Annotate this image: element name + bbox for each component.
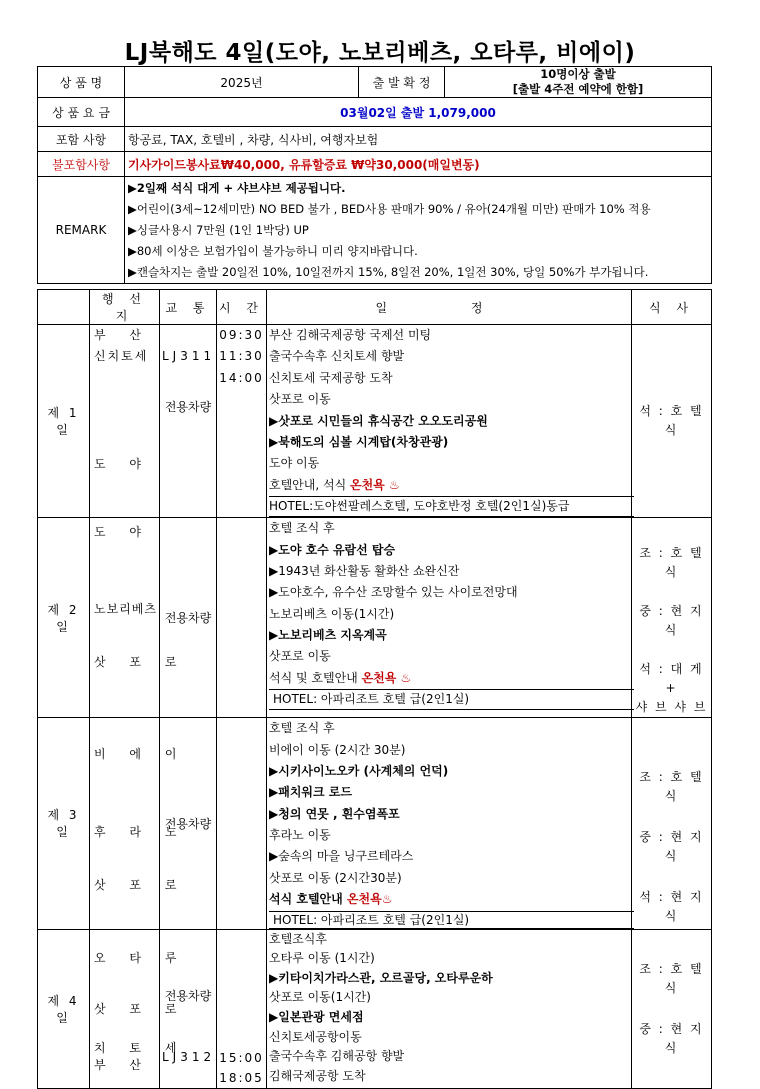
remark-line: ▶캔슬차지는 출발 20일전 10%, 10일전까지 15%, 8일전 20%, 1일전 30%, 당일 50%가 부가됩니다.: [128, 264, 649, 279]
itinerary-line: 호텔조식후: [269, 931, 327, 946]
itinerary-line: 석식 호텔안내 온천욕♨: [269, 892, 393, 907]
hotel-info: HOTEL:도야썬팔레스호텔, 도야호반정 호텔(2인1실)동급: [269, 496, 634, 517]
itinerary-line: ▶도야호수, 유수산 조망할수 있는 사이로전망대: [269, 585, 518, 600]
destination: 삿 포 로: [94, 1002, 187, 1017]
destination: 도 야: [94, 525, 151, 540]
meal: 샤 브 샤 브: [635, 700, 708, 715]
itinerary-line: 삿포로 이동: [269, 392, 331, 407]
itinerary-line: ▶도야 호수 유람선 탑승: [269, 542, 396, 557]
meal: 중 : 현 지 식: [639, 1021, 704, 1055]
meal: 조 : 호 텔 식: [639, 770, 704, 804]
product-info-table: [37, 66, 712, 284]
day-label: 제 4 일: [38, 929, 90, 1088]
include-value: 항공료, TAX, 호텔비 , 차량, 식사비, 여행자보험: [125, 127, 712, 152]
remark-line: ▶어린이(3세~12세미만) NO BED 불가 , BED사용 판매가 90% / 유아(24개월 미만) 판매가 10% 적용: [128, 201, 651, 216]
itinerary-line: ▶숲속의 마을 닝구르테라스: [269, 849, 414, 864]
header-transport: 교 통: [160, 290, 217, 325]
itinerary-line: ▶북해도의 심볼 시계탑(차창관광): [269, 434, 449, 449]
hotel-info: HOTEL: 아파리조트 호텔 급(2인1실): [269, 689, 634, 710]
remark-line: ▶싱글사용시 7만원 (1인 1박당) UP: [128, 222, 309, 237]
remark-line: ▶80세 이상은 보험가입이 불가능하니 미리 양지바랍니다.: [128, 243, 418, 258]
header-destination: 행 선 지: [90, 290, 160, 325]
time: 11:30: [219, 349, 264, 364]
product-name-value: 2025년: [125, 67, 359, 98]
itinerary-line: 출국수속후 김해공항 향발: [269, 1049, 405, 1064]
meal: 조 : 호 텔 식: [639, 961, 704, 995]
price-value: 03월02일 출발 1,079,000: [125, 98, 712, 127]
itinerary-line: 신치토세공항이동: [269, 1029, 362, 1044]
itinerary-line: 출국수속후 신치토세 향발: [269, 349, 405, 364]
time: 15:00: [219, 1050, 264, 1065]
meal: 중 : 현 지 식: [639, 830, 704, 864]
departure-confirm-label: 출 발 확 정: [359, 67, 445, 98]
itinerary-line: 신치토세 국제공항 도착: [269, 370, 393, 385]
time: 14:00: [219, 370, 264, 385]
itinerary-line: ▶청의 연못 , 흰수염폭포: [269, 806, 400, 821]
remark-line: ▶2일째 석식 대게 + 샤브샤브 제공됩니다.: [128, 180, 346, 195]
product-name-label: 상 품 명: [38, 67, 125, 98]
remark-label: REMARK: [38, 177, 125, 284]
header-meal: 식 사: [632, 290, 712, 325]
itinerary-line: ▶패치워크 로드: [269, 785, 352, 800]
header-itinerary: 일 정: [267, 290, 632, 325]
time: 09:30: [219, 328, 264, 342]
departure-confirm-value: 10명이상 출발: [540, 67, 616, 81]
itinerary-line: 호텔 조식 후: [269, 521, 335, 536]
itinerary-line: 삿포로 이동: [269, 649, 331, 664]
departure-confirm-note: [출발 4주전 예약에 한함]: [512, 82, 644, 96]
time: 18:05: [219, 1070, 264, 1085]
transport: 전용차량: [160, 518, 217, 718]
destination: 도 야: [94, 456, 151, 471]
itinerary-line: 호텔안내, 석식 온천욕 ♨: [269, 477, 400, 492]
destination: 치 토 세: [94, 1041, 187, 1056]
itinerary-line: 도야 이동: [269, 456, 320, 471]
destination: 신치토세: [94, 349, 149, 364]
exclude-value: 기사가이드봉사료₩40,000, 유류할증료 ₩약30,000(매일변동): [125, 152, 712, 177]
itinerary-line: 비에이 이동 (2시간 30분): [269, 742, 406, 757]
itinerary-line: 석식 및 호텔안내 온천욕 ♨: [269, 670, 412, 685]
destination: 삿 포 로: [94, 654, 187, 669]
transport: 전용차량: [160, 718, 217, 930]
itinerary-line: ▶삿포로 시민들의 휴식공간 오오도리공원: [269, 413, 488, 428]
day-label: 제 3 일: [38, 718, 90, 930]
meal: 석 : 현 지 식: [639, 890, 704, 924]
itinerary-line: 오타루 이동 (1시간): [269, 951, 375, 966]
itinerary-line: 삿포로 이동 (2시간30분): [269, 870, 402, 885]
price-label: 상 품 요 금: [38, 98, 125, 127]
itinerary-table: [37, 289, 712, 1089]
meal: 중 : 현 지 식: [639, 604, 704, 638]
meal-info: [632, 325, 712, 518]
day-label: 제 2 일: [38, 518, 90, 718]
flight-number: LJ311: [162, 349, 216, 363]
destination: 부 산: [94, 328, 151, 342]
exclude-label: 불포함사항: [38, 152, 125, 177]
destination: 삿 포 로: [94, 877, 187, 892]
destination: 후 라 노: [94, 824, 187, 839]
destination: 오 타 루: [94, 950, 187, 965]
itinerary-line: ▶1943년 화산활동 활화산 쇼완신잔: [269, 563, 460, 578]
destination: 비 에 이: [94, 747, 187, 762]
itinerary-line: ▶키타이치가라스관, 오르골당, 오타루운하: [269, 970, 493, 985]
document-title: LJ북해도 4일(도야, 노보리베츠, 오타루, 비에이): [124, 40, 636, 66]
meal: 조 : 호 텔 식: [639, 546, 704, 580]
itinerary-line: ▶노보리베츠 지옥계곡: [269, 628, 387, 643]
itinerary-line: 부산 김해국제공항 국제선 미팅: [269, 328, 432, 342]
itinerary-line: 호텔 조식 후: [269, 721, 335, 736]
meal: 석 : 호 텔 식: [639, 404, 704, 438]
itinerary-line: ▶시키사이노오카 (사계체의 언덕): [269, 763, 449, 778]
destination: 부 산: [94, 1058, 151, 1073]
itinerary-line: ▶일본관광 면세점: [269, 1010, 364, 1025]
destination: 노보리베츠: [94, 601, 157, 616]
itinerary-line: 노보리베츠 이동(1시간): [269, 606, 395, 621]
itinerary-line: 삿포로 이동(1시간): [269, 990, 371, 1005]
itinerary-line: 후라노 이동: [269, 828, 331, 843]
transport: 전용차량: [164, 988, 212, 1003]
include-label: 포함 사항: [38, 127, 125, 152]
meal: 석 : 대 게 +: [639, 662, 704, 696]
header-time: 시 간: [217, 290, 267, 325]
itinerary-line: 김해국제공항 도착: [269, 1068, 366, 1083]
flight-number: LJ312: [162, 1050, 216, 1065]
day-label: 제 1 일: [38, 325, 90, 518]
hotel-info: HOTEL: 아파리조트 호텔 급(2인1실): [269, 911, 634, 929]
transport: 전용차량: [164, 400, 212, 415]
